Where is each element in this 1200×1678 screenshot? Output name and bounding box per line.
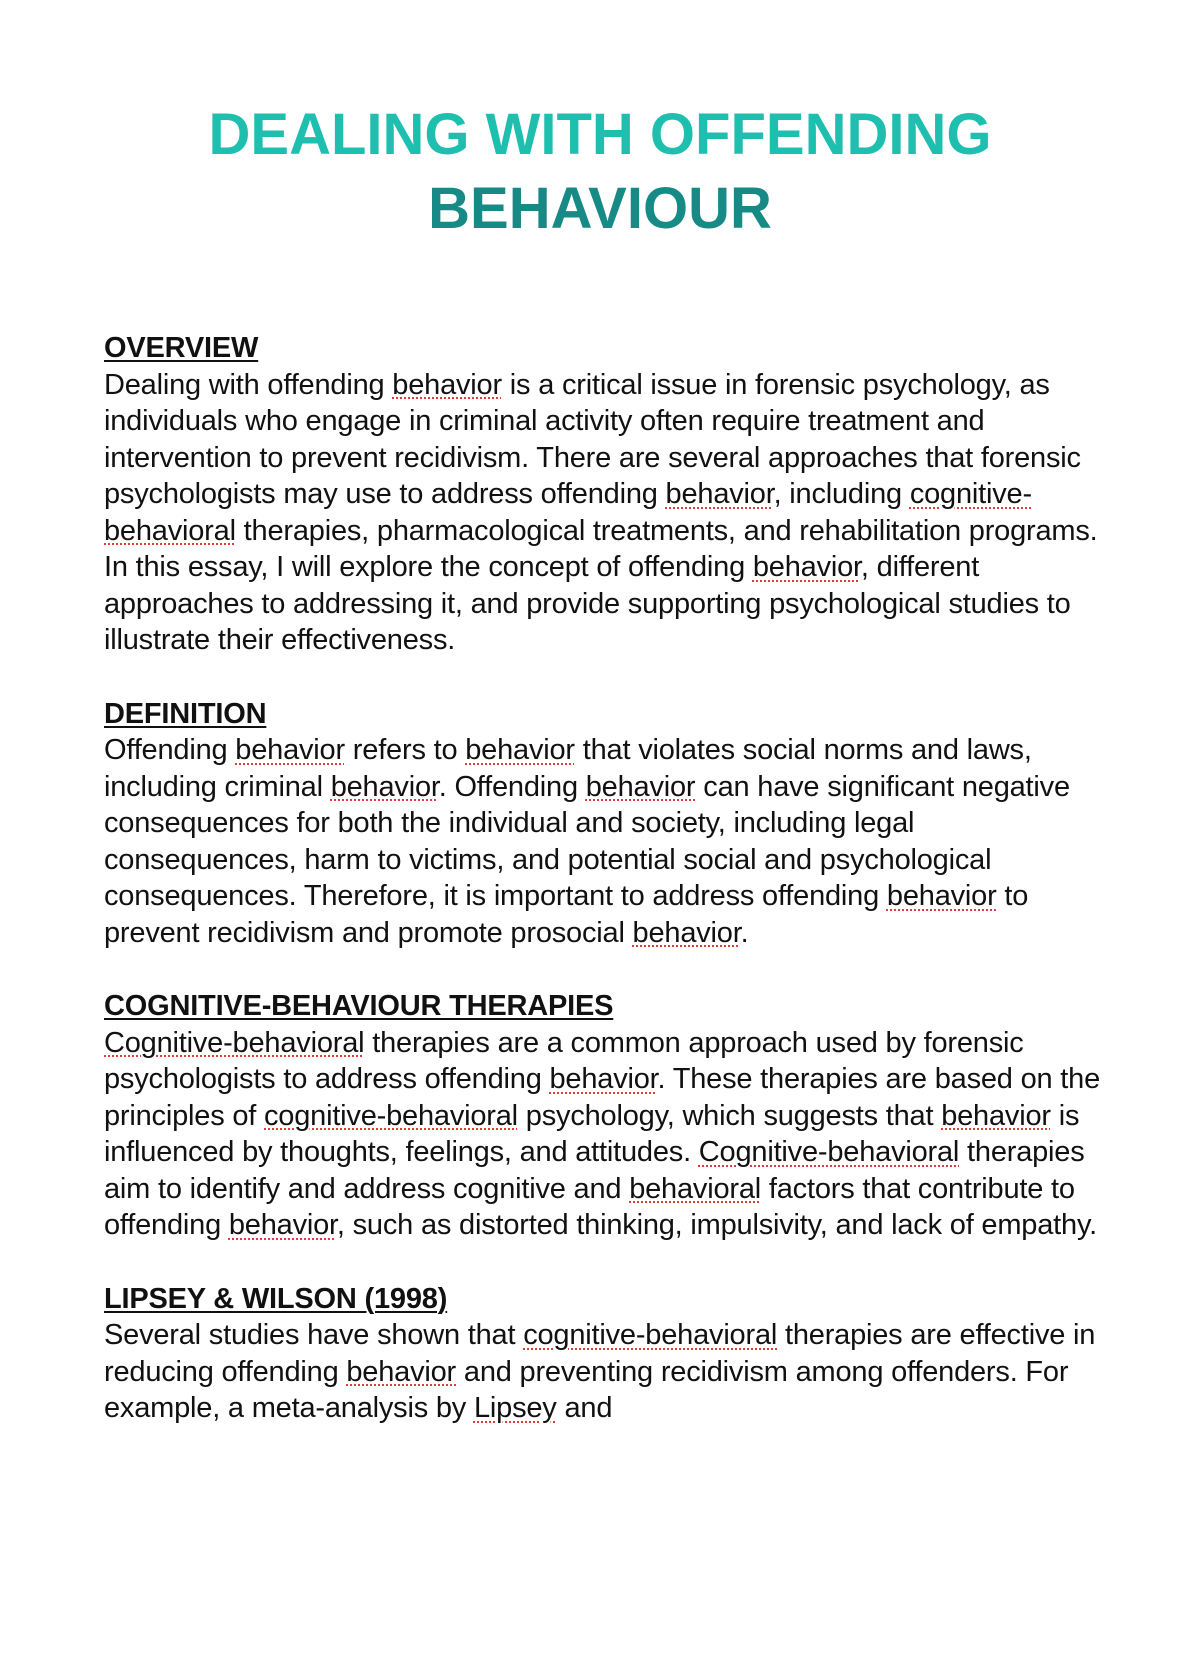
spellcheck-flagged-word: behavior <box>752 551 861 583</box>
spellcheck-flagged-word: Lipsey <box>473 1392 557 1424</box>
spellcheck-flagged-word: behavior <box>392 368 502 401</box>
section-cbt <box>104 988 1104 1244</box>
section-overview <box>104 330 1104 659</box>
section-heading: OVERVIEW <box>104 332 259 364</box>
section-paragraph: Dealing with offending behavior is a critical issue in forensic psychology, as individuals who engage in criminal activity often require treatment and intervention to prevent recidivism. There are several approaches that forensic psychologists may use to address offending behavior, including cognitive-behavioral therapies, pharmacological treatments, and rehabilitation programs. In this essay, I will explore the concept of offending behavior, different approaches to addressing it, and provide supporting psychological studies to illustrate their effectiveness. <box>104 368 1098 656</box>
section-lipsey-wilson <box>104 1281 1104 1427</box>
document-body <box>104 330 1104 1464</box>
spellcheck-flagged-word: behavior <box>886 880 997 912</box>
section-heading: LIPSEY & WILSON (1998) <box>104 1282 448 1315</box>
spellcheck-flagged-word: behavior <box>549 1063 658 1095</box>
spellcheck-flagged-word: cognitive-behavioral <box>264 1099 518 1132</box>
spellcheck-flagged-word: behavior <box>330 770 439 803</box>
section-paragraph: Cognitive-behavioral therapies are a common approach used by forensic psychologists to address offending behavior. These therapies are based on the principles of cognitive-behavioral psychology, which suggests that behavior is influenced by thoughts, feelings, and attitudes. Cognitive-behavioral therapies aim to identify and address cognitive and behavioral factors that contribute to offending behavior, such as distorted thinking, impulsivity, and lack of empathy. <box>104 1026 1101 1241</box>
section-heading: DEFINITION <box>104 697 267 730</box>
spellcheck-flagged-word: behavioral <box>629 1172 762 1205</box>
spellcheck-flagged-word: behavior <box>665 478 774 510</box>
spellcheck-flagged-word: Cognitive-behavioral <box>698 1136 960 1168</box>
title-line-2: BEHAVIOUR <box>428 176 772 241</box>
spellcheck-flagged-word: behavior <box>228 1209 337 1241</box>
spellcheck-flagged-word: behavior <box>346 1355 457 1388</box>
spellcheck-flagged-word: behavior <box>585 770 696 803</box>
title-line-1: DEALING WITH OFFENDING <box>208 102 992 167</box>
document-title <box>0 98 1200 246</box>
spellcheck-flagged-word: behavior <box>235 734 345 766</box>
section-paragraph: Offending behavior refers to behavior that violates social norms and laws, including criminal behavior. Offending behavior can have significant negative consequences for both the individual and society, including legal consequences, harm to victims, and potential social and psychological consequences. Therefore, it is important to address offending behavior to prevent recidivism and promote prosocial behavior. <box>104 734 1070 949</box>
section-heading: COGNITIVE-BEHAVIOUR THERAPIES <box>104 990 614 1022</box>
section-paragraph: Several studies have shown that cognitive-behavioral therapies are effective in reducing offending behavior and preventing recidivism among offenders. For example, a meta-analysis by Lipsey and <box>104 1319 1096 1424</box>
spellcheck-flagged-word: cognitive-behavioral <box>523 1319 778 1351</box>
spellcheck-flagged-word: behavior <box>941 1099 1051 1132</box>
spellcheck-flagged-word: behavior <box>465 734 575 766</box>
section-definition <box>104 696 1104 952</box>
spellcheck-flagged-word: behavior <box>632 916 741 949</box>
spellcheck-flagged-word: Cognitive-behavioral <box>104 1026 365 1059</box>
spellcheck-flagged-word: cognitive-behavioral <box>104 478 1032 547</box>
